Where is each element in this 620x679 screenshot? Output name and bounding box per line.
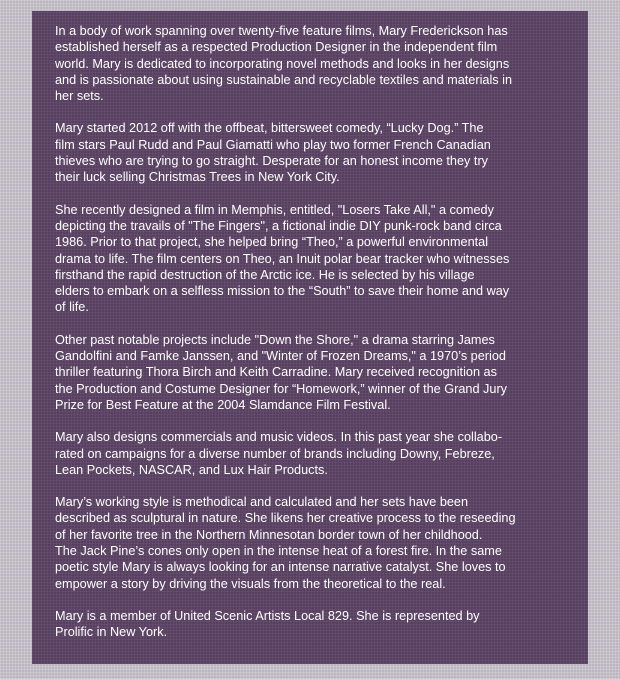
bio-paragraph-representation: Mary is a member of United Scenic Artists Local 829. She is represented by Prolific in New York. — [55, 608, 480, 640]
bio-paragraph-working-style: Mary’s working style is methodical and calculated and her sets have been described as sculptural in nature. She likens her creative process to the reseeding of her favorite tree in the Northern Minnesotan border town of her childhood. The Jack Pine’s cones only open in the intense heat of a forest fire. In the same poetic style Mary is always looking for an intense narrative catalyst. She loves to empower a story by driving the visuals from the theoretical to the real. — [55, 495, 516, 591]
bio-paragraph-commercials: Mary also designs commercials and music videos. In this past year she collabo- rated on campaigns for a diverse number of brands including Downy, Febreze, Lean Pockets, NASCAR, and Lux Hair Products. — [55, 430, 503, 477]
bio-paragraph-intro: In a body of work spanning over twenty-five feature films, Mary Frederickson has established herself as a respected Production Designer in the independent film world. Mary is dedicated to incorporating novel methods and looks in her designs and is passionate about using sustainable and recyclable textiles and materials in her sets. — [55, 24, 513, 104]
bio-paragraph-lucky-dog: Mary started 2012 off with the offbeat, bittersweet comedy, “Lucky Dog.” The film stars Paul Rudd and Paul Giamatti who play two former French Canadian thieves who are trying to go straight. Desperate for an honest income they try their luck selling Christmas Trees in New York City. — [55, 121, 491, 185]
bio-paragraph-recent-work: She recently designed a film in Memphis, entitled, "Losers Take All," a comedy depicting the travails of "The Fingers", a fictional indie DIY punk-rock band circa 1986. Prior to that project, she helped bring “Theo,” a powerful environmental drama to life. The film centers on Theo, an Inuit polar bear tracker who witnesses firsthand the rapid destruction of the Arctic ice. He is selected by his village elders to embark on a selfless mission to the “South” to save their home and way of life. — [55, 202, 510, 315]
bio-panel — [32, 11, 588, 664]
bio-paragraph-past-projects: Other past notable projects include "Down the Shore," a drama starring James Gandolfini and Famke Janssen, and "Winter of Frozen Dreams," a 1970’s period thriller featuring Thora Birch and Keith Carradine. Mary received recognition as the Production and Costume Designer for “Homework,” winner of the Grand Jury Prize for Best Feature at the 2004 Slamdance Film Festival. — [55, 332, 508, 412]
